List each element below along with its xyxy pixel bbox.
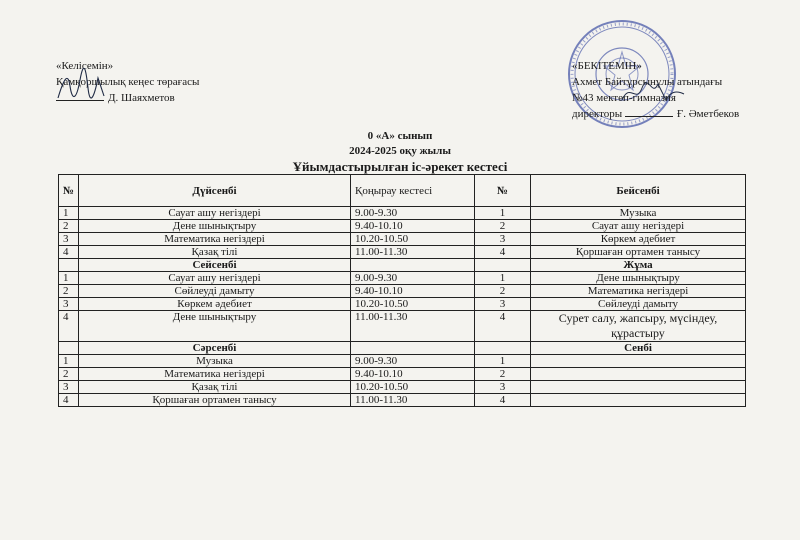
day-header-saturday: Сенбі (531, 342, 746, 355)
lesson-time: 10.20-10.50 (351, 233, 475, 246)
empty-cell (475, 259, 531, 272)
empty-cell (351, 259, 475, 272)
lesson-number: 2 (59, 220, 79, 233)
lesson-time: 9.00-9.30 (351, 355, 475, 368)
day-header-monday: Дүйсенбі (79, 175, 351, 207)
lesson-number: 4 (59, 246, 79, 259)
empty-cell (351, 342, 475, 355)
approval-signer (572, 106, 739, 122)
approval-heading: «БЕКІТЕМІН» (572, 60, 642, 72)
lesson-name-right (531, 381, 746, 394)
empty-cell (475, 342, 531, 355)
lesson-name: Қазақ тілі (79, 246, 351, 259)
lesson-number: 4 (59, 394, 79, 407)
table-row (59, 246, 746, 259)
agreement-signer-name: Д. Шаяхметов (108, 92, 175, 104)
lesson-number: 2 (59, 285, 79, 298)
lesson-time: 10.20-10.50 (351, 298, 475, 311)
lesson-name-right (531, 394, 746, 407)
approval-position: директоры (572, 108, 623, 120)
table-row (59, 298, 746, 311)
lesson-name-right: Көркем әдебиет (531, 233, 746, 246)
lesson-name-right: Қоршаған ортамен танысу (531, 246, 746, 259)
lesson-name-right (531, 355, 746, 368)
table-row (59, 368, 746, 381)
table-header-row (59, 175, 746, 207)
lesson-number: 3 (59, 233, 79, 246)
approval-signer-name: Ғ. Әметбеков (676, 108, 740, 120)
handwritten-signature-left (54, 68, 124, 104)
lesson-name: Көркем әдебиет (79, 298, 351, 311)
lesson-number: 3 (59, 381, 79, 394)
lesson-number-right: 4 (475, 394, 531, 407)
lesson-number-right: 2 (475, 368, 531, 381)
handwritten-signature-right (618, 78, 688, 106)
lesson-time: 9.00-9.30 (351, 272, 475, 285)
academic-year: 2024-2025 оқу жылы (349, 145, 451, 157)
table-row (59, 381, 746, 394)
lesson-number-right: 2 (475, 285, 531, 298)
lesson-number-right: 1 (475, 272, 531, 285)
lesson-time: 11.00-11.30 (351, 394, 475, 407)
lesson-name-right: Дене шынықтыру (531, 272, 746, 285)
lesson-time: 9.40-10.10 (351, 368, 475, 381)
lesson-number-right: 2 (475, 220, 531, 233)
lesson-number: 3 (59, 298, 79, 311)
table-row (59, 311, 746, 342)
lesson-name: Сөйлеуді дамыту (79, 285, 351, 298)
lesson-name: Сауат ашу негіздері (79, 207, 351, 220)
table-row (59, 285, 746, 298)
lesson-number-right: 3 (475, 298, 531, 311)
section-header-row (59, 342, 746, 355)
lesson-number: 4 (59, 311, 79, 342)
day-header-wednesday: Сәрсенбі (79, 342, 351, 355)
lesson-time: 11.00-11.30 (351, 311, 475, 342)
table-row (59, 272, 746, 285)
lesson-name: Дене шынықтыру (79, 220, 351, 233)
day-header-thursday: Бейсенбі (531, 175, 746, 207)
signature-line (625, 116, 673, 117)
lesson-name-right: Сурет салу, жапсыру, мүсіндеу, құрастыру (531, 311, 746, 342)
lesson-name: Дене шынықтыру (79, 311, 351, 342)
table-row (59, 355, 746, 368)
lesson-time: 11.00-11.30 (351, 246, 475, 259)
lesson-number-right: 3 (475, 233, 531, 246)
lesson-number: 1 (59, 355, 79, 368)
lesson-time: 9.00-9.30 (351, 207, 475, 220)
table-row (59, 233, 746, 246)
col-number-header: № (59, 175, 79, 207)
approval-school-number: №43 мектеп-гимназия (572, 92, 676, 104)
lesson-name: Математика негіздері (79, 368, 351, 381)
lesson-number-right: 1 (475, 207, 531, 220)
lesson-number: 1 (59, 207, 79, 220)
lesson-time: 9.40-10.10 (351, 220, 475, 233)
lesson-name-right (531, 368, 746, 381)
day-header-friday: Жұма (531, 259, 746, 272)
approval-school: Ахмет Байтұрсынұлы атындағы (572, 76, 723, 88)
lesson-name-right: Сауат ашу негіздері (531, 220, 746, 233)
lesson-name: Математика негіздері (79, 233, 351, 246)
col-number-header-right: № (475, 175, 531, 207)
lesson-time: 9.40-10.10 (351, 285, 475, 298)
empty-cell (59, 259, 79, 272)
agreement-position: Қамқоршылық кеңес төрағасы (56, 76, 200, 88)
lesson-number-right: 4 (475, 311, 531, 342)
section-header-row (59, 259, 746, 272)
lesson-number-right: 4 (475, 246, 531, 259)
class-name: 0 «А» сынып (367, 130, 433, 142)
lesson-number: 2 (59, 368, 79, 381)
day-header-tuesday: Сейсенбі (79, 259, 351, 272)
lesson-name: Қазақ тілі (79, 381, 351, 394)
lesson-name: Сауат ашу негіздері (79, 272, 351, 285)
lesson-time: 10.20-10.50 (351, 381, 475, 394)
agreement-heading: «Келісемін» (56, 60, 114, 72)
schedule-table (58, 174, 746, 407)
lesson-number-right: 3 (475, 381, 531, 394)
document-title: Ұйымдастырылған іс-әрекет кестесі (292, 159, 508, 174)
lesson-name-right: Сөйлеуді дамыту (531, 298, 746, 311)
lesson-name: Қоршаған ортамен танысу (79, 394, 351, 407)
table-row (59, 207, 746, 220)
lesson-number: 1 (59, 272, 79, 285)
lesson-name: Музыка (79, 355, 351, 368)
table-row (59, 394, 746, 407)
table-row (59, 220, 746, 233)
col-bell-header: Қоңырау кестесі (351, 175, 475, 207)
lesson-name-right: Музыка (531, 207, 746, 220)
empty-cell (59, 342, 79, 355)
lesson-number-right: 1 (475, 355, 531, 368)
lesson-name-right: Математика негіздері (531, 285, 746, 298)
